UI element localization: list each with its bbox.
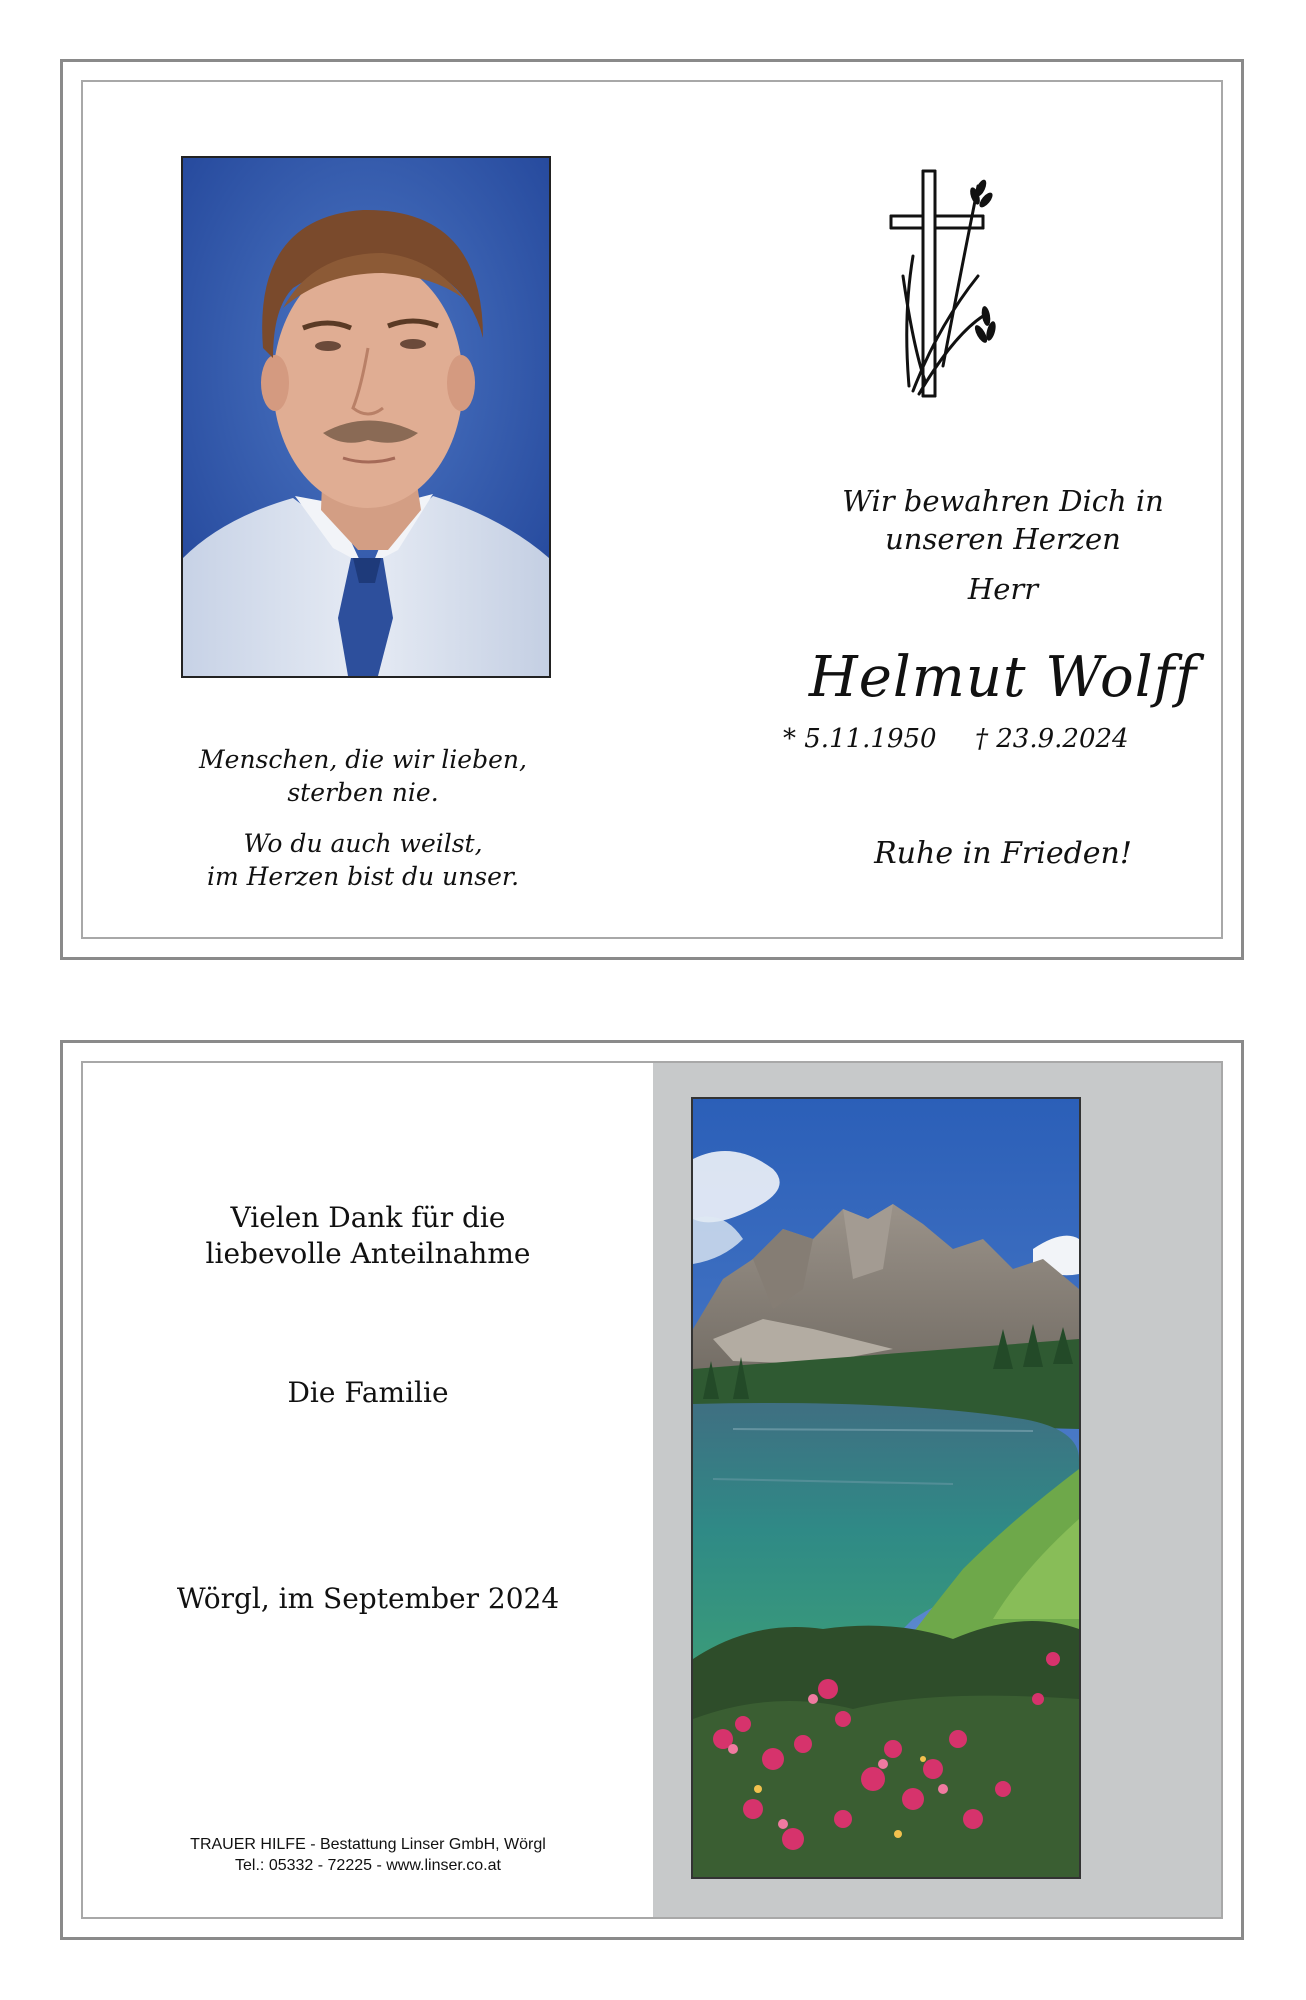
- mountain-lake-photo: [691, 1097, 1081, 1879]
- rest-in-peace-text: Ruhe in Frieden!: [874, 836, 1132, 871]
- verse-part-two: [123, 827, 603, 893]
- thanks-panel: [83, 1063, 653, 1917]
- imprint-line: TRAUER HILFE - Bestattung Linser GmbH, Wörgl: [190, 1836, 546, 1853]
- portrait-photo: [181, 156, 551, 678]
- verse-line: im Herzen bist du unser.: [206, 862, 520, 891]
- verse-line: sterben nie.: [287, 778, 439, 807]
- landscape-panel: [653, 1063, 1221, 1917]
- motto-line: Wir bewahren Dich in: [842, 484, 1164, 518]
- verse-line: Wo du auch weilst,: [243, 829, 483, 858]
- back-card-inner-frame: [81, 1061, 1223, 1919]
- verse-part-one: [123, 743, 603, 809]
- verse-line: Menschen, die wir lieben,: [199, 745, 527, 774]
- thanks-message: [83, 1200, 653, 1272]
- thanks-line: Vielen Dank für die: [230, 1201, 506, 1234]
- cross-with-wheat-icon: [883, 166, 1003, 410]
- funeral-home-imprint: [83, 1834, 653, 1876]
- salutation: Herr: [967, 572, 1039, 606]
- place-and-date: Wörgl, im September 2024: [176, 1582, 560, 1615]
- front-card: [60, 59, 1244, 960]
- front-card-inner-frame: [81, 80, 1223, 939]
- death-date: † 23.9.2024: [975, 724, 1129, 754]
- family-signature: Die Familie: [287, 1376, 449, 1409]
- motto-line: unseren Herzen: [885, 522, 1121, 556]
- back-card: [60, 1040, 1244, 1940]
- thanks-line: liebevolle Anteilnahme: [205, 1237, 531, 1270]
- deceased-name: Helmut Wolff: [808, 645, 1198, 710]
- motto: [703, 482, 1223, 558]
- imprint-line: Tel.: 05332 - 72225 - www.linser.co.at: [235, 1857, 501, 1874]
- birth-date: * 5.11.1950: [783, 724, 937, 754]
